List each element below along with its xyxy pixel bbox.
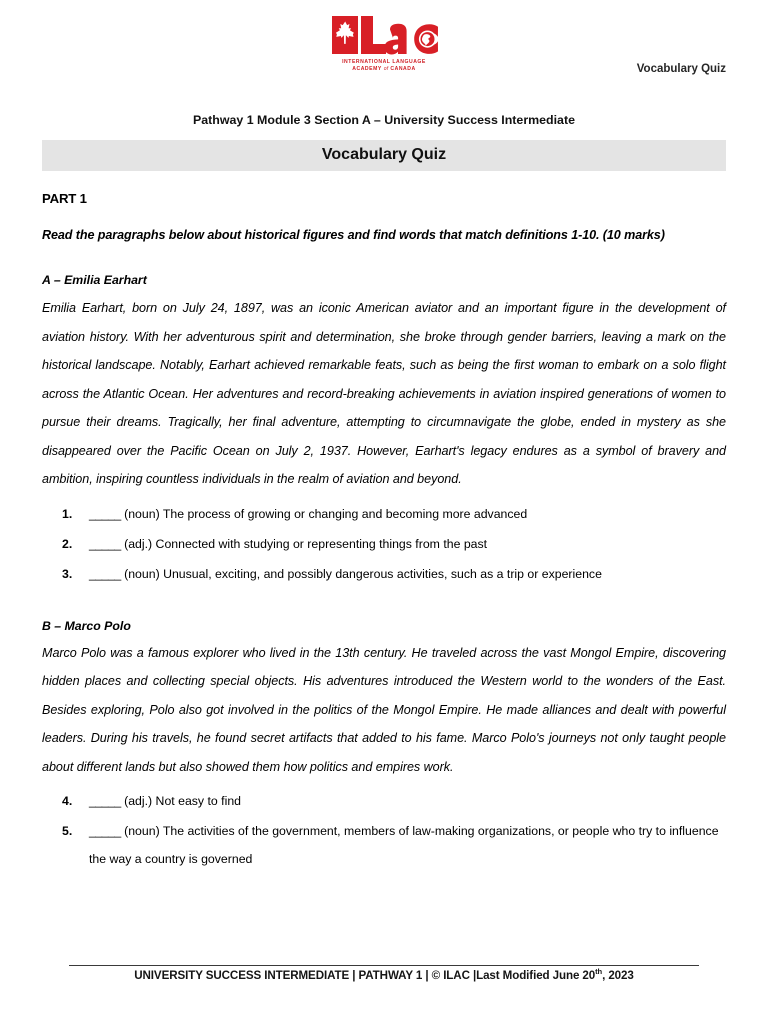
instructions-text: Read the paragraphs below about historical figures and find words that match definitions 1-10. (10 marks) xyxy=(42,228,665,242)
ilac-tagline-line2-academy: ACADEMY xyxy=(352,66,382,72)
footer-ordinal-suffix: th xyxy=(595,967,603,977)
section-a-definitions xyxy=(42,500,726,588)
section-a xyxy=(42,273,726,588)
definition-item xyxy=(42,500,726,528)
footer-text xyxy=(0,969,768,982)
answer-blank[interactable]: _____ xyxy=(89,566,121,581)
definition-text: (noun) Unusual, exciting, and possibly dangerous activities, such as a trip or experience xyxy=(124,566,602,581)
ilac-wordmark-icon xyxy=(328,14,440,56)
footer-text-main: UNIVERSITY SUCCESS INTERMEDIATE | PATHWAY 1 | © ILAC |Last Modified June 20 xyxy=(134,969,596,982)
ilac-tagline-line2-of: of xyxy=(383,66,389,72)
section-a-heading: A – Emilia Earhart xyxy=(42,273,147,287)
definition-item xyxy=(42,560,726,588)
answer-blank[interactable]: _____ xyxy=(89,536,121,551)
section-b-definitions xyxy=(42,787,726,873)
section-a-paragraph: Emilia Earhart, born on July 24, 1897, was an iconic American aviator and an important figure in the development of aviation history. With her adventurous spirit and determination, she broke through gender barriers, leaving a mark on the historical landscape. Notably, Earhart achieved remarkable feats, such as being the first woman to embark on a solo flight across the Atlantic Ocean. Her adventures and record-breaking achievements in aviation inspired generations of women to pursue their dreams. Tragically, her final adventure, attempting to circumnavigate the globe, ended in mystery as she disappeared over the Pacific Ocean on July 2, 1937. However, Earhart's legacy endures as a symbol of bravery and ambition, inspiring countless individuals in the realm of aviation and beyond. xyxy=(42,301,726,486)
document-content xyxy=(42,191,726,873)
course-line: Pathway 1 Module 3 Section A – University Success Intermediate xyxy=(193,113,575,127)
page-title: Vocabulary Quiz xyxy=(42,140,726,171)
definition-text: (adj.) Connected with studying or representing things from the past xyxy=(124,536,488,551)
definition-item xyxy=(42,530,726,558)
document-header xyxy=(0,0,768,96)
definition-text: (noun) The activities of the government, members of law-making organizations, or people who try to influence the way a country is governed xyxy=(89,824,719,866)
definition-number: 3. xyxy=(62,566,73,581)
header-title: Vocabulary Quiz xyxy=(636,63,726,75)
definition-text: (noun) The process of growing or changing and becoming more advanced xyxy=(124,506,528,521)
definition-number: 1. xyxy=(62,506,73,521)
answer-blank[interactable]: _____ xyxy=(89,506,121,521)
definition-item xyxy=(42,787,726,815)
section-b xyxy=(42,619,726,874)
definition-number: 2. xyxy=(62,536,73,551)
section-b-paragraph: Marco Polo was a famous explorer who lived in the 13th century. He traveled across the vast Mongol Empire, discovering hidden places and collecting special objects. His adventures introduced the Western world to the wonders of the East. Besides exploring, Polo also got involved in the politics of the Mongol Empire. He made alliances and dealt with powerful leaders. During his travels, he found secret artifacts that added to his fame. Marco Polo's journeys not only taught people about different lands but also showed them how politics and empires work. xyxy=(42,645,726,774)
part-heading: PART 1 xyxy=(42,191,87,206)
definition-item xyxy=(42,817,726,873)
definition-number: 4. xyxy=(62,794,73,808)
answer-blank[interactable]: _____ xyxy=(89,794,121,808)
document-footer xyxy=(0,965,768,982)
ilac-tagline xyxy=(324,59,444,73)
definition-number: 5. xyxy=(62,824,73,838)
answer-blank[interactable]: _____ xyxy=(89,824,121,838)
ilac-tagline-line2-canada: CANADA xyxy=(390,66,416,72)
ilac-logo xyxy=(324,14,444,73)
footer-divider xyxy=(69,965,699,966)
definition-text: (adj.) Not easy to find xyxy=(124,794,241,808)
footer-text-year: , 2023 xyxy=(602,969,634,982)
section-b-heading: B – Marco Polo xyxy=(42,618,131,633)
ilac-tagline-line1: INTERNATIONAL LANGUAGE xyxy=(342,59,426,65)
